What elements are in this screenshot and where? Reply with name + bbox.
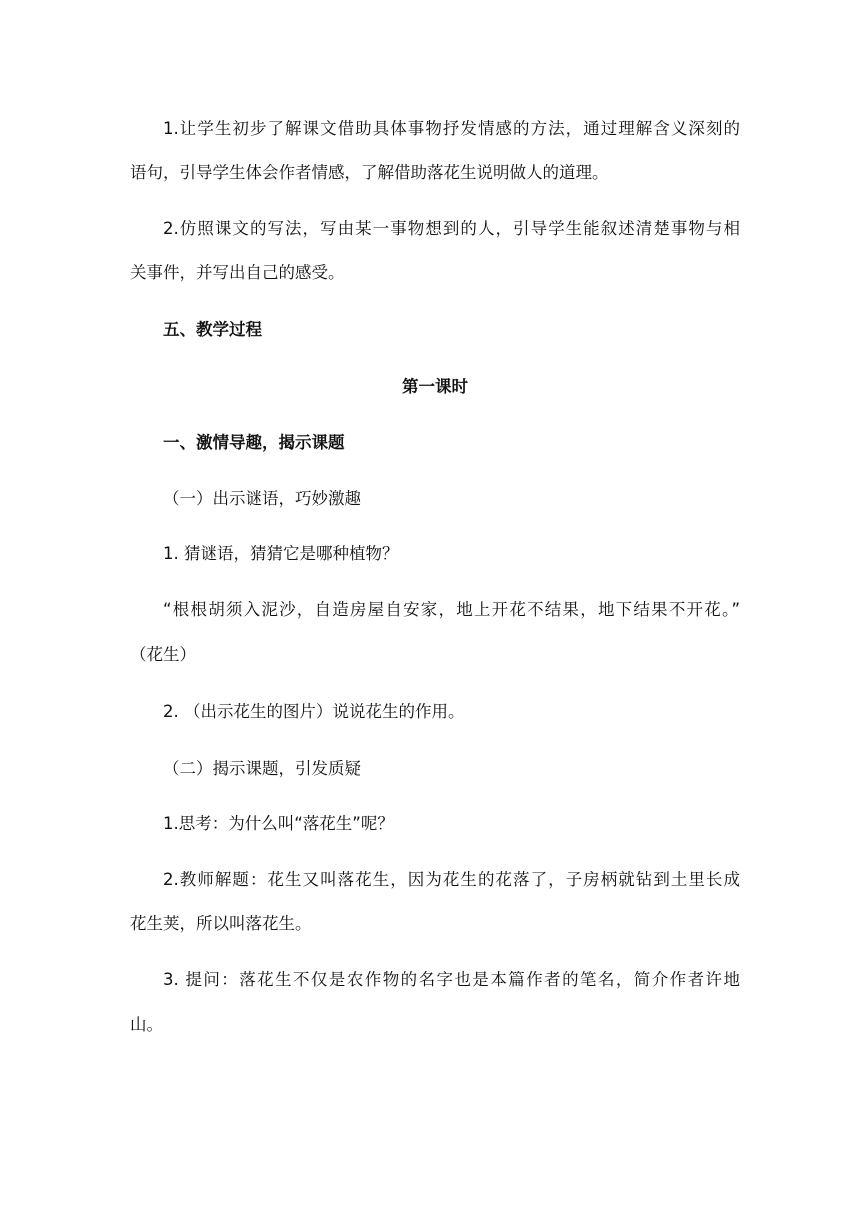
objective-1-line-2: 语句，引导学生体会作者情感，了解借助落花生说明做人的道理。	[130, 163, 609, 182]
sub-1-heading: （一）出示谜语，巧妙激趣	[163, 489, 361, 508]
sub-2-question-3-line-1: 3. 提问：落花生不仅是农作物的名字也是本篇作者的笔名，简介作者许地	[163, 970, 740, 989]
sub-2-heading: （二）揭示课题，引发质疑	[163, 759, 361, 778]
sub-1-question-2: 2. （出示花生的图片）说说花生的作用。	[163, 702, 465, 721]
riddle-line-1: “根根胡须入泥沙，自造房屋自安家，地上开花不结果，地下结果不开花。”	[163, 600, 740, 619]
section-heading: 五、教学过程	[163, 320, 262, 339]
riddle-line-2: （花生）	[130, 645, 196, 664]
lesson-title: 第一课时	[402, 377, 468, 396]
objective-2-line-2: 关事件，并写出自己的感受。	[130, 263, 345, 282]
sub-2-question-2-line-1: 2.教师解题：花生又叫落花生，因为花生的花落了，子房柄就钻到土里长成	[163, 870, 740, 889]
sub-2-question-1: 1.思考：为什么叫“落花生”呢？	[163, 814, 394, 833]
objective-2-line-1: 2.仿照课文的写法，写由某一事物想到的人，引导学生能叙述清楚事物与相	[163, 219, 740, 238]
sub-1-question-1: 1. 猜谜语，猜猜它是哪种植物？	[163, 544, 399, 563]
sub-2-question-3-line-2: 山。	[130, 1015, 163, 1034]
objective-1-line-1: 1.让学生初步了解课文借助具体事物抒发情感的方法，通过理解含义深刻的	[163, 119, 740, 138]
sub-2-question-2-line-2: 花生荚，所以叫落花生。	[130, 914, 312, 933]
part-1-heading: 一、激情导趣，揭示课题	[163, 433, 345, 452]
